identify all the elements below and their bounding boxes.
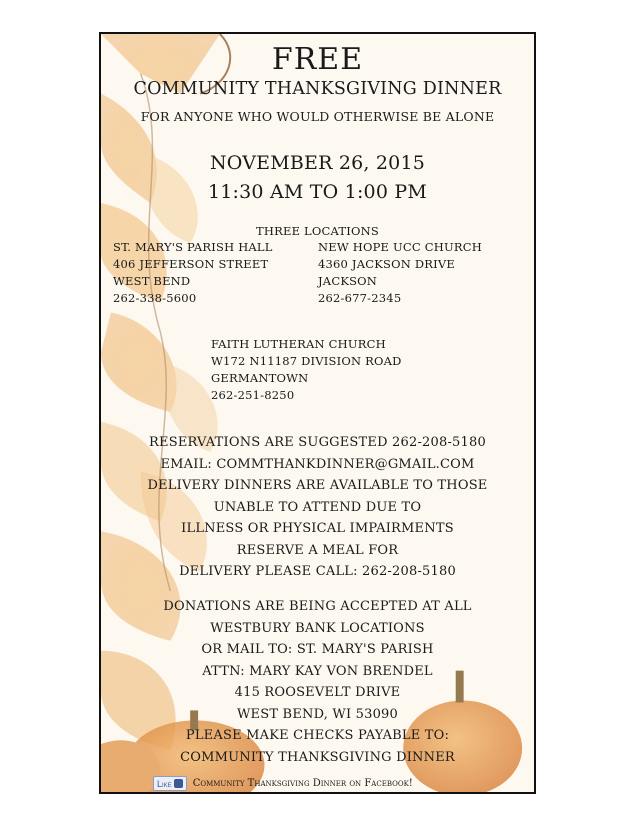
event-date: NOVEMBER 26, 2015 [209, 152, 426, 174]
facebook-like-button[interactable] [153, 776, 187, 791]
delivery-line: ILLNESS OR PHYSICAL IMPAIRMENTS [181, 521, 454, 536]
location-st-marys [113, 239, 273, 307]
location-phone: 262-677-2345 [318, 291, 402, 305]
locations-heading: THREE LOCATIONS [256, 224, 379, 238]
donations-line: OR MAIL TO: ST. MARY'S PARISH [201, 642, 434, 657]
thumbs-up-icon [174, 779, 183, 788]
delivery-line: DELIVERY DINNERS ARE AVAILABLE TO THOSE [147, 478, 488, 493]
location-new-hope [318, 239, 482, 307]
donations-line: PLEASE MAKE CHECKS PAYABLE TO: [185, 728, 450, 743]
location-phone: 262-251-8250 [211, 388, 295, 402]
delivery-line: RESERVE A MEAL FOR [236, 542, 399, 558]
location-name: FAITH LUTHERAN CHURCH [211, 337, 386, 351]
email-line: EMAIL: COMMTHANKDINNER@GMAIL.COM [160, 456, 475, 472]
delivery-phone-line: DELIVERY PLEASE CALL: 262-208-5180 [179, 564, 456, 579]
donations-line: ATTN: MARY KAY VON BRENDEL [202, 663, 433, 679]
event-title: COMMUNITY THANKSGIVING DINNER [133, 79, 502, 99]
donations-line: 415 ROOSEVELT DRIVE [234, 685, 401, 700]
donations-line: COMMUNITY THANKSGIVING DINNER [180, 749, 455, 765]
facebook-footer [153, 776, 413, 791]
location-phone: 262-338-5600 [113, 291, 197, 305]
donations-line: WESTBURY BANK LOCATIONS [210, 620, 425, 636]
reservations-line: RESERVATIONS ARE SUGGESTED 262-208-5180 [149, 435, 486, 450]
donations-line: DONATIONS ARE BEING ACCEPTED AT ALL [163, 599, 472, 614]
location-faith-lutheran [211, 336, 402, 404]
free-heading: FREE [271, 42, 364, 77]
like-label: Like [157, 778, 172, 789]
location-city: JACKSON [318, 274, 378, 288]
delivery-line: UNABLE TO ATTEND DUE TO [213, 499, 422, 515]
event-time: 11:30 AM TO 1:00 PM [207, 181, 428, 203]
location-street: 406 JEFFERSON STREET [113, 257, 269, 271]
flyer-frame [99, 32, 536, 794]
location-street: 4360 JACKSON DRIVE [318, 257, 455, 271]
location-street: W172 N11187 DIVISION ROAD [211, 354, 402, 368]
location-city: GERMANTOWN [211, 371, 309, 385]
location-name: NEW HOPE UCC CHURCH [318, 240, 482, 254]
donations-block [101, 596, 534, 768]
reservations-block [101, 432, 534, 583]
facebook-text: Community Thanksgiving Dinner on Facebook! [192, 778, 413, 789]
location-name: ST. MARY'S PARISH HALL [113, 240, 273, 254]
donations-line: WEST BEND, WI 53090 [237, 706, 398, 722]
event-subtitle: FOR ANYONE WHO WOULD OTHERWISE BE ALONE [140, 109, 495, 124]
location-city: WEST BEND [113, 274, 191, 288]
